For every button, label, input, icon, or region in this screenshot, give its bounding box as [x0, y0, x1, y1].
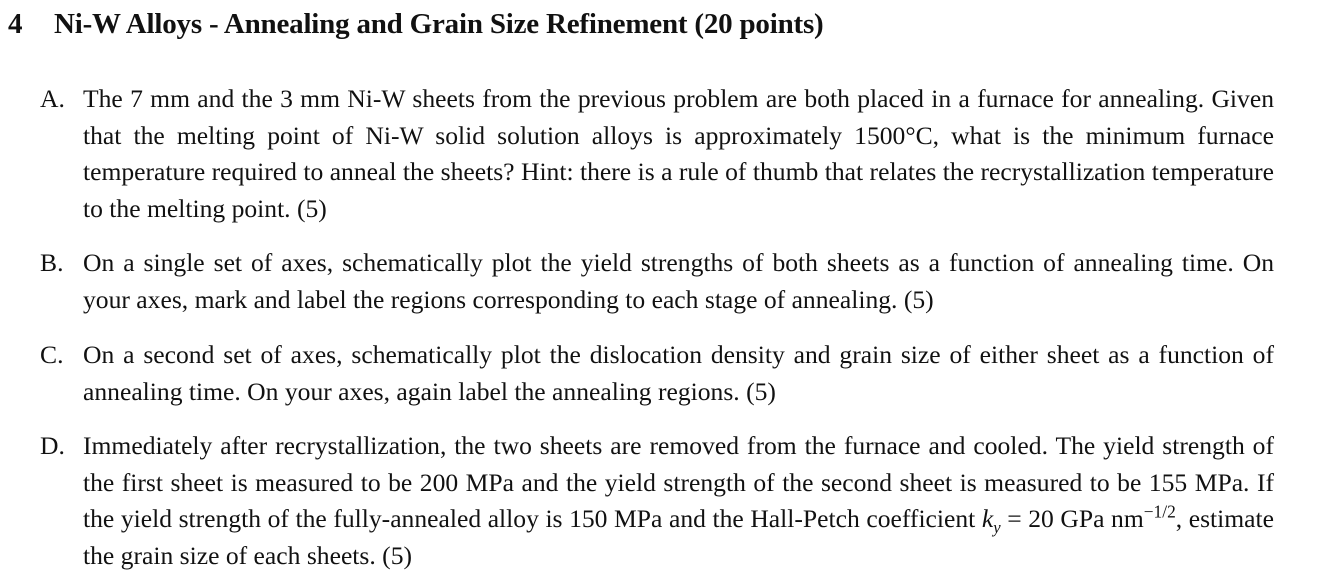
problem-b-label: B.	[40, 248, 64, 277]
problem-d-label: D.	[40, 431, 65, 460]
section-number: 4	[8, 8, 23, 40]
hall-petch-subscript: y	[993, 517, 1001, 537]
problem-a-text: The 7 mm and the 3 mm Ni-W sheets from the previous problem are both placed in a furnace for annealing. Given that the melting point of Ni-W solid solution alloys is approximately 1500°C, what is the minimum furnace temperature required to anneal the sheets? Hint: there is a rule of thumb that relates the recrystallization temperature to the melting point. (5)	[83, 84, 1274, 223]
hall-petch-exponent: −1/2	[1143, 501, 1176, 522]
problem-b	[40, 245, 1274, 318]
hall-petch-coefficient-symbol: $k_y$	[981, 504, 1001, 537]
problem-d-text-before: Immediately after recrystallization, the two sheets are removed from the furnace and cooled. The yield strength of the first sheet is measured to be 200 MPa and the yield strength of the second sheet is measured to be 155 MPa. If the yield strength of the fully-annealed alloy is 150 MPa and the Hall-Petch coefficient	[83, 431, 1274, 533]
section-title: Ni-W Alloys - Annealing and Grain Size Refinement (20 points)	[54, 8, 824, 40]
problem-c-label: C.	[40, 340, 64, 369]
problem-d-text-after: , estimate the grain size of each sheets. (5)	[83, 504, 1275, 570]
problem-a	[40, 81, 1274, 227]
hall-petch-value: = 20 GPa nm	[1000, 504, 1144, 533]
problem-c-text: On a second set of axes, schematically plot the dislocation density and grain size of either sheet as a function of annealing time. On your axes, again label the annealing regions. (5)	[83, 340, 1274, 406]
problem-d	[40, 428, 1274, 574]
problem-b-text: On a single set of axes, schematically plot the yield strengths of both sheets as a function of annealing time. On your axes, mark and label the regions corresponding to each stage of annealing. (5)	[83, 248, 1274, 314]
problem-a-label: A.	[40, 84, 65, 113]
problem-c	[40, 337, 1274, 410]
problem-d-text	[83, 428, 1274, 574]
section-heading	[8, 8, 824, 41]
